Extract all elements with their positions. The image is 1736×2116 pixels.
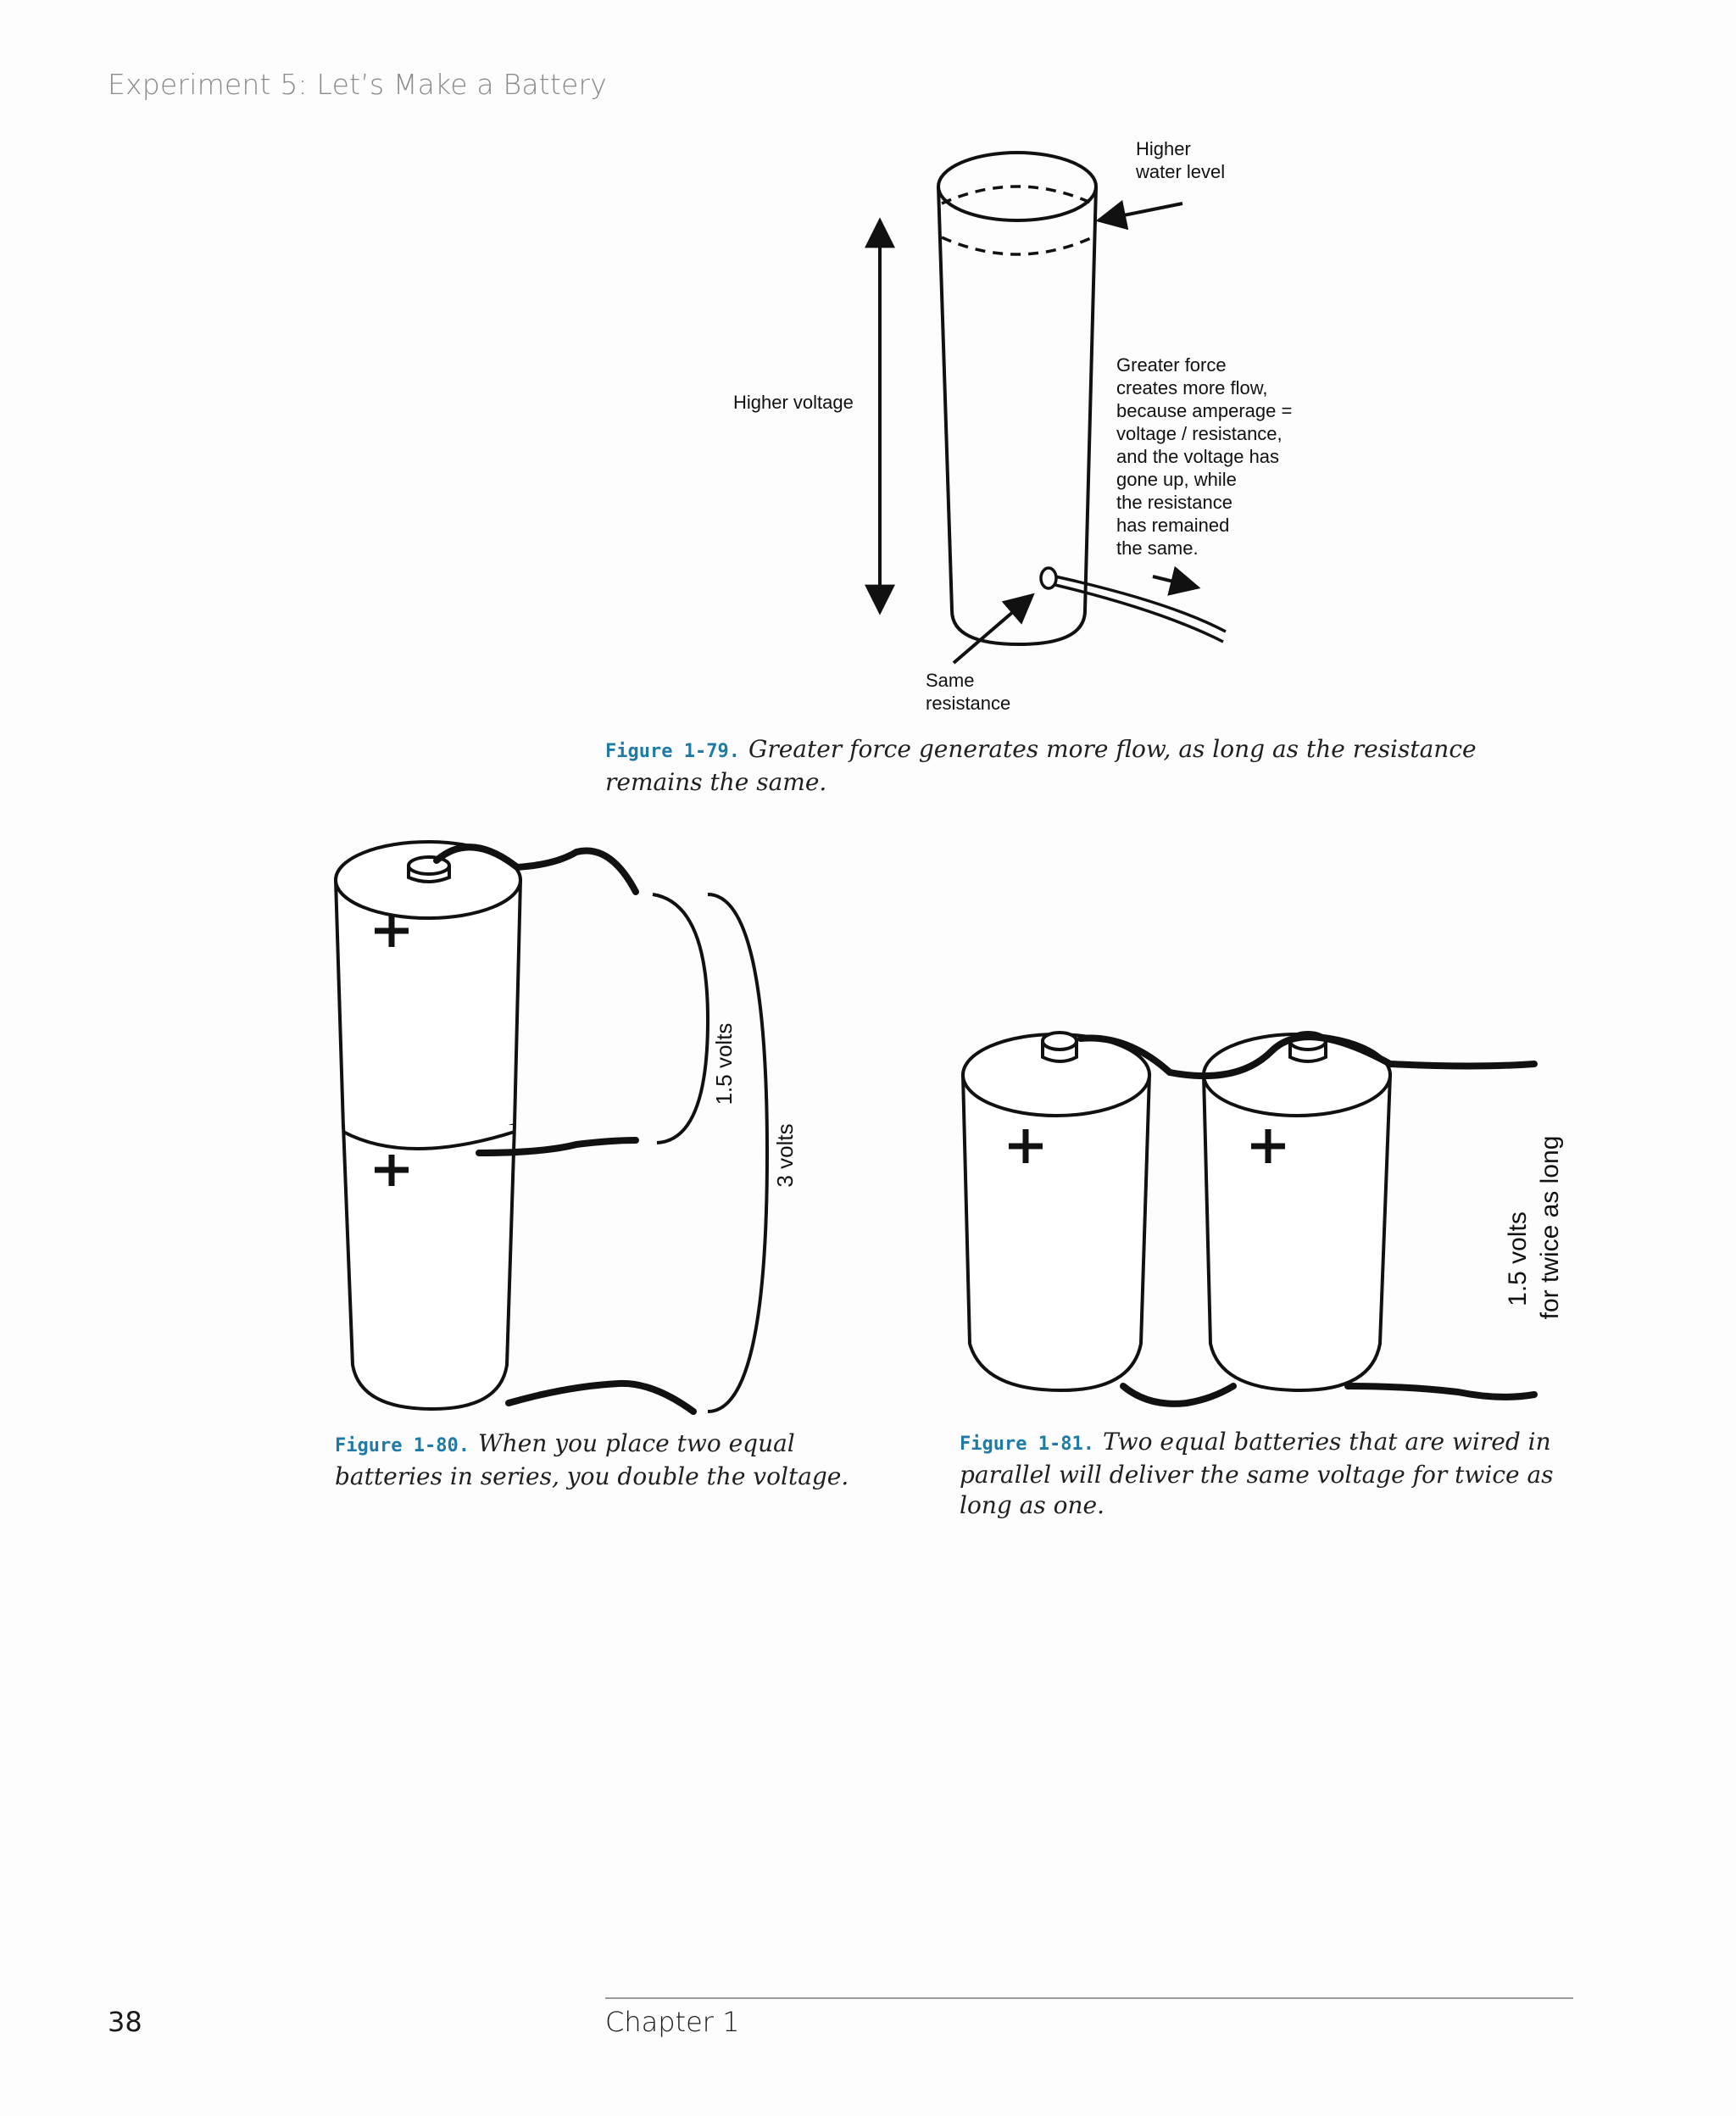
same-resistance-label-2: resistance: [926, 693, 1011, 714]
flow-arrow: [1153, 576, 1198, 587]
figure-81-caption-text: Two equal batteries that are wired in parallel will deliver the same voltage for twice as long as one.: [960, 1428, 1554, 1519]
figure-81-number: Figure 1-81.: [960, 1434, 1094, 1455]
running-head: Experiment 5: Let’s Make a Battery: [108, 68, 608, 101]
figure-80-caption: [335, 1428, 894, 1492]
same-resistance-label: Same: [926, 670, 975, 691]
greater-force-line-3: because amperage =: [1116, 400, 1293, 421]
voltage-braces: [653, 894, 767, 1412]
parallel-battery-right: [1204, 1033, 1390, 1390]
greater-force-line-6: gone up, while: [1116, 469, 1237, 490]
figure-79-caption: [605, 734, 1538, 798]
page-number: 38: [108, 2006, 142, 2038]
figure-80-diagram: [322, 827, 831, 1437]
higher-water-level-label: Higher: [1136, 138, 1191, 159]
figure-81-diagram: [949, 1000, 1611, 1424]
one-point-five-volts-label: 1.5 volts: [711, 1022, 737, 1105]
greater-force-line-2: creates more flow,: [1116, 377, 1268, 398]
figure-79-caption-text: Greater force generates more flow, as long as the resistance remains the same.: [605, 735, 1477, 796]
water-tube: [938, 153, 1096, 644]
higher-voltage-label: Higher voltage: [733, 392, 854, 413]
figure-79-number: Figure 1-79.: [605, 741, 740, 762]
greater-force-line-4: voltage / resistance,: [1116, 423, 1283, 444]
higher-water-level-label-2: water level: [1136, 161, 1226, 182]
three-volts-label: 3 volts: [772, 1123, 798, 1188]
parallel-volts-label: 1.5 volts: [1504, 1211, 1532, 1306]
figure-79-diagram: [712, 136, 1322, 729]
greater-force-line-8: has remained: [1116, 515, 1230, 536]
parallel-duration-label: for twice as long: [1536, 1135, 1564, 1320]
greater-force-line-5: and the voltage has: [1116, 446, 1280, 467]
parallel-battery-left: [963, 1033, 1149, 1390]
greater-force-line-9: the same.: [1116, 537, 1199, 559]
water-level-arrow: [1099, 203, 1182, 220]
figure-80-caption-text: When you place two equal batteries in series, you double the voltage.: [335, 1429, 849, 1490]
greater-force-line-7: the resistance: [1116, 492, 1232, 513]
outlet-stream: [1041, 568, 1226, 642]
figure-80-number: Figure 1-80.: [335, 1435, 470, 1456]
battery-top: [336, 842, 520, 1141]
greater-force-line-1: Greater force: [1116, 354, 1227, 376]
battery-bottom: [343, 1125, 515, 1409]
resistance-arrow: [954, 595, 1032, 663]
chapter-label: Chapter 1: [605, 2006, 740, 2038]
figure-81-caption: [960, 1427, 1587, 1521]
footer-rule: [605, 1997, 1573, 1999]
